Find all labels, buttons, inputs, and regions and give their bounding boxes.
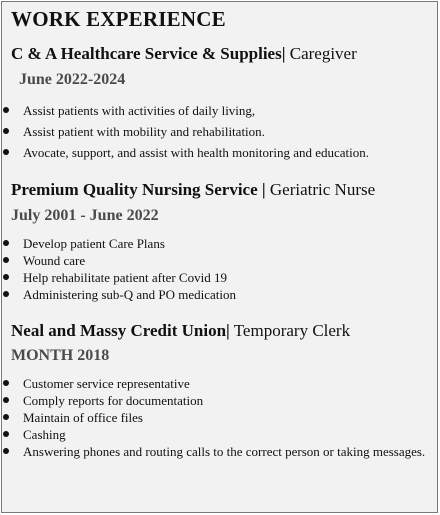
bullet-icon — [3, 257, 9, 263]
bullet-icon — [3, 274, 9, 280]
job-dates-2: July 2001 - June 2022 — [11, 207, 159, 224]
job-dates-3: MONTH 2018 — [11, 347, 110, 364]
job-header-3 — [11, 321, 350, 341]
list-item: Assist patient with mobility and rehabilitation. — [2, 123, 434, 140]
bullet-icon — [3, 380, 9, 386]
list-item: Answering phones and routing calls to the correct person or taking messages. — [2, 443, 434, 460]
job-company-2: Premium Quality Nursing Service — [11, 180, 262, 199]
section-title: WORK EXPERIENCE — [11, 7, 226, 31]
job-separator-2: | — [261, 180, 266, 199]
list-item: Avocate, support, and assist with health monitoring and education. — [2, 144, 434, 161]
job-header-1 — [11, 44, 357, 64]
job-role-3: Temporary Clerk — [229, 321, 351, 340]
list-item: Customer service representative — [2, 375, 434, 392]
job-header-2 — [11, 180, 375, 200]
job-separator-3: | — [226, 321, 230, 340]
bullet-icon — [3, 291, 9, 297]
job-company-1: C & A Healthcare Service & Supplies — [11, 44, 282, 63]
list-item: Wound care — [2, 252, 434, 269]
bullet-icon — [3, 397, 9, 403]
job-company-3: Neal and Massy Credit Union — [11, 321, 227, 340]
job-role-1: Caregiver — [285, 44, 357, 63]
job-dates-1: June 2022-2024 — [19, 71, 126, 88]
job-duties-2 — [2, 235, 434, 303]
list-item: Develop patient Care Plans — [2, 235, 434, 252]
bullet-icon — [3, 107, 9, 113]
bullet-icon — [3, 128, 9, 134]
job-separator-1: | — [281, 44, 286, 63]
job-role-2: Geriatric Nurse — [265, 180, 376, 199]
job-duties-1 — [2, 102, 434, 161]
bullet-icon — [3, 149, 9, 155]
job-duties-3 — [2, 375, 434, 460]
list-item: Comply reports for documentation — [2, 392, 434, 409]
bullet-icon — [3, 414, 9, 420]
bullet-icon — [3, 240, 9, 246]
list-item: Assist patients with activities of daily living, — [2, 102, 434, 119]
list-item: Help rehabilitate patient after Covid 19 — [2, 269, 434, 286]
list-item: Maintain of office files — [2, 409, 434, 426]
resume-section-panel — [1, 1, 438, 513]
list-item: Administering sub-Q and PO medication — [2, 286, 434, 303]
list-item: Cashing — [2, 426, 434, 443]
bullet-icon — [3, 448, 9, 454]
bullet-icon — [3, 431, 9, 437]
